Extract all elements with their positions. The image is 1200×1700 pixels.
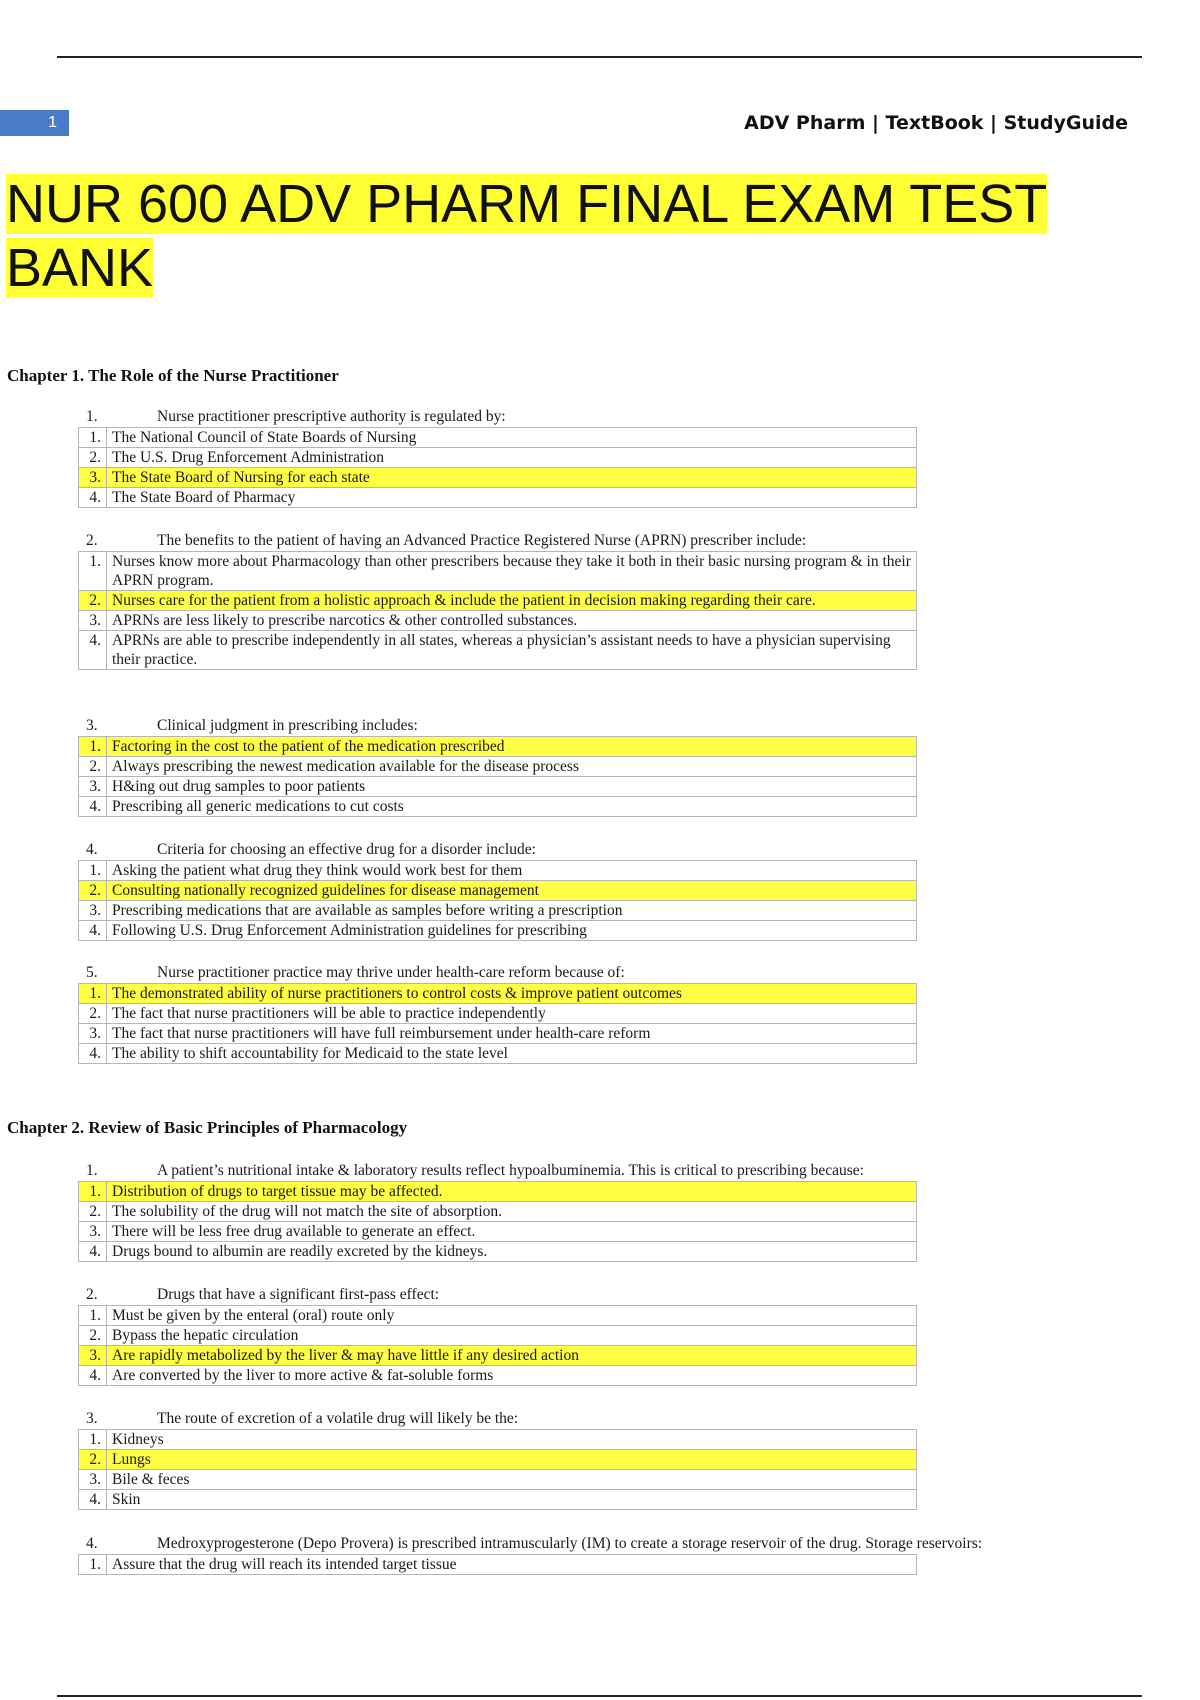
answer-option	[79, 552, 917, 591]
question-text: Nurse practitioner practice may thrive under health-care reform because of:	[157, 964, 625, 981]
option-number: 2.	[79, 757, 107, 777]
answer-options-table	[78, 1429, 917, 1510]
option-text: The ability to shift accountability for Medicaid to the state level	[107, 1044, 917, 1064]
option-text: Lungs	[107, 1450, 917, 1470]
question-number: 4.	[86, 841, 98, 858]
option-text: Prescribing medications that are available as samples before writing a prescription	[107, 901, 917, 921]
question-text: Drugs that have a significant first-pass effect:	[157, 1286, 440, 1303]
option-number: 3.	[79, 1024, 107, 1044]
option-number: 4.	[79, 1044, 107, 1064]
question	[78, 715, 1188, 817]
question-text: The route of excretion of a volatile drug will likely be the:	[157, 1410, 519, 1427]
option-text: Bile & feces	[107, 1470, 917, 1490]
question	[78, 406, 1188, 508]
page-number: 1	[0, 110, 69, 136]
answer-option	[79, 1470, 917, 1490]
question	[78, 839, 1188, 941]
question	[78, 962, 1188, 1064]
chapter-heading: Chapter 2. Review of Basic Principles of Pharmacology	[7, 1118, 408, 1137]
answer-option	[79, 901, 917, 921]
question-number: 1.	[86, 408, 98, 425]
page-header: ADV Pharm | TextBook | StudyGuide	[744, 112, 1128, 134]
option-text: Assure that the drug will reach its intended target tissue	[107, 1555, 917, 1575]
question-text: Criteria for choosing an effective drug for a disorder include:	[157, 841, 536, 858]
question-text: The benefits to the patient of having an Advanced Practice Registered Nurse (APRN) prescriber include:	[157, 532, 807, 549]
option-text: Nurses know more about Pharmacology than other prescribers because they take it both in their basic nursing program & in their APRN program.	[107, 552, 917, 591]
answer-options-table	[78, 427, 917, 508]
question-number: 4.	[86, 1535, 98, 1552]
option-number: 3.	[79, 1346, 107, 1366]
option-number: 4.	[79, 488, 107, 508]
question-stem	[78, 1408, 1188, 1429]
option-number: 4.	[79, 1490, 107, 1510]
question-text: Nurse practitioner prescriptive authority is regulated by:	[157, 408, 506, 425]
answer-options-table	[78, 1305, 917, 1386]
answer-option	[79, 611, 917, 631]
option-number: 3.	[79, 611, 107, 631]
question-stem	[78, 962, 1188, 983]
option-text: The State Board of Nursing for each state	[107, 468, 917, 488]
question-number: 5.	[86, 964, 98, 981]
question-text: A patient’s nutritional intake & laboratory results reflect hypoalbuminemia. This is critical to prescribing because:	[157, 1162, 864, 1179]
answer-option-correct	[79, 984, 917, 1004]
option-number: 4.	[79, 921, 107, 941]
answer-option	[79, 1242, 917, 1262]
document-title-text: NUR 600 ADV PHARM FINAL EXAM TEST BANK	[6, 174, 1048, 298]
option-number: 1.	[79, 737, 107, 757]
answer-option	[79, 757, 917, 777]
question	[78, 530, 1188, 670]
question	[78, 1533, 1188, 1575]
option-text: The demonstrated ability of nurse practitioners to control costs & improve patient outcomes	[107, 984, 917, 1004]
option-number: 1.	[79, 1555, 107, 1575]
question-number: 1.	[86, 1162, 98, 1179]
question	[78, 1284, 1188, 1386]
answer-options-table	[78, 1181, 917, 1262]
option-number: 2.	[79, 591, 107, 611]
answer-option	[79, 488, 917, 508]
option-number: 2.	[79, 1202, 107, 1222]
option-text: Drugs bound to albumin are readily excreted by the kidneys.	[107, 1242, 917, 1262]
question-text: Clinical judgment in prescribing includes:	[157, 717, 418, 734]
option-text: The State Board of Pharmacy	[107, 488, 917, 508]
answer-option	[79, 448, 917, 468]
option-text: APRNs are able to prescribe independently in all states, whereas a physician’s assistant needs to have a physician supervising their practice.	[107, 631, 917, 670]
option-number: 3.	[79, 901, 107, 921]
answer-option	[79, 1024, 917, 1044]
option-text: Asking the patient what drug they think would work best for them	[107, 861, 917, 881]
question-stem	[78, 1533, 1188, 1554]
answer-options-table	[78, 551, 917, 670]
top-rule	[57, 56, 1142, 58]
question-stem	[78, 1160, 1188, 1181]
question-stem	[78, 1284, 1188, 1305]
bottom-rule	[57, 1695, 1142, 1697]
answer-option-correct	[79, 468, 917, 488]
option-text: The solubility of the drug will not match the site of absorption.	[107, 1202, 917, 1222]
option-text: The National Council of State Boards of Nursing	[107, 428, 917, 448]
answer-option-correct	[79, 591, 917, 611]
question-number: 2.	[86, 1286, 98, 1303]
answer-option	[79, 1326, 917, 1346]
option-number: 4.	[79, 1366, 107, 1386]
answer-option	[79, 797, 917, 817]
answer-option	[79, 861, 917, 881]
option-text: There will be less free drug available to generate an effect.	[107, 1222, 917, 1242]
option-text: Distribution of drugs to target tissue may be affected.	[107, 1182, 917, 1202]
option-text: The fact that nurse practitioners will have full reimbursement under health-care reform	[107, 1024, 917, 1044]
option-text: Skin	[107, 1490, 917, 1510]
option-number: 4.	[79, 631, 107, 670]
answer-option-correct	[79, 1450, 917, 1470]
answer-options-table	[78, 736, 917, 817]
option-number: 4.	[79, 797, 107, 817]
option-number: 1.	[79, 552, 107, 591]
option-text: Are rapidly metabolized by the liver & may have little if any desired action	[107, 1346, 917, 1366]
option-number: 1.	[79, 1182, 107, 1202]
chapter-heading: Chapter 1. The Role of the Nurse Practitioner	[7, 366, 339, 385]
option-number: 1.	[79, 1306, 107, 1326]
answer-option	[79, 428, 917, 448]
option-text: APRNs are less likely to prescribe narcotics & other controlled substances.	[107, 611, 917, 631]
option-number: 3.	[79, 468, 107, 488]
question-text: Medroxyprogesterone (Depo Provera) is prescribed intramuscularly (IM) to create a storage reservoir of the drug. Storage reservoirs:	[157, 1535, 983, 1552]
question-number: 3.	[86, 717, 98, 734]
answer-option-correct	[79, 881, 917, 901]
answer-option-correct	[79, 737, 917, 757]
option-text: Prescribing all generic medications to cut costs	[107, 797, 917, 817]
answer-option	[79, 1306, 917, 1326]
option-number: 3.	[79, 777, 107, 797]
option-number: 2.	[79, 1450, 107, 1470]
question-stem	[78, 530, 1188, 551]
answer-option	[79, 1430, 917, 1450]
option-text: Nurses care for the patient from a holistic approach & include the patient in decision making regarding their care.	[107, 591, 917, 611]
question-stem	[78, 406, 1188, 427]
question	[78, 1160, 1188, 1262]
answer-option-correct	[79, 1182, 917, 1202]
option-number: 2.	[79, 1004, 107, 1024]
answer-option	[79, 1202, 917, 1222]
answer-option	[79, 1555, 917, 1575]
option-text: Kidneys	[107, 1430, 917, 1450]
option-text: Factoring in the cost to the patient of the medication prescribed	[107, 737, 917, 757]
option-number: 1.	[79, 428, 107, 448]
question-stem	[78, 839, 1188, 860]
option-number: 3.	[79, 1222, 107, 1242]
option-number: 1.	[79, 1430, 107, 1450]
option-text: Bypass the hepatic circulation	[107, 1326, 917, 1346]
option-number: 4.	[79, 1242, 107, 1262]
question	[78, 1408, 1188, 1510]
option-number: 2.	[79, 1326, 107, 1346]
document-title	[6, 172, 1200, 300]
answer-option	[79, 1004, 917, 1024]
question-number: 3.	[86, 1410, 98, 1427]
question-stem	[78, 715, 1188, 736]
answer-option-correct	[79, 1346, 917, 1366]
answer-option	[79, 921, 917, 941]
option-text: Must be given by the enteral (oral) route only	[107, 1306, 917, 1326]
answer-option	[79, 777, 917, 797]
option-text: Consulting nationally recognized guidelines for disease management	[107, 881, 917, 901]
answer-options-table	[78, 860, 917, 941]
answer-option	[79, 631, 917, 670]
option-text: H&ing out drug samples to poor patients	[107, 777, 917, 797]
option-text: The U.S. Drug Enforcement Administration	[107, 448, 917, 468]
option-text: The fact that nurse practitioners will be able to practice independently	[107, 1004, 917, 1024]
answer-options-table	[78, 983, 917, 1064]
answer-option	[79, 1222, 917, 1242]
answer-options-table	[78, 1554, 917, 1575]
option-number: 1.	[79, 861, 107, 881]
option-number: 2.	[79, 881, 107, 901]
option-number: 3.	[79, 1470, 107, 1490]
answer-option	[79, 1366, 917, 1386]
answer-option	[79, 1044, 917, 1064]
option-text: Always prescribing the newest medication available for the disease process	[107, 757, 917, 777]
option-text: Are converted by the liver to more active & fat-soluble forms	[107, 1366, 917, 1386]
answer-option	[79, 1490, 917, 1510]
question-number: 2.	[86, 532, 98, 549]
option-text: Following U.S. Drug Enforcement Administration guidelines for prescribing	[107, 921, 917, 941]
option-number: 1.	[79, 984, 107, 1004]
option-number: 2.	[79, 448, 107, 468]
